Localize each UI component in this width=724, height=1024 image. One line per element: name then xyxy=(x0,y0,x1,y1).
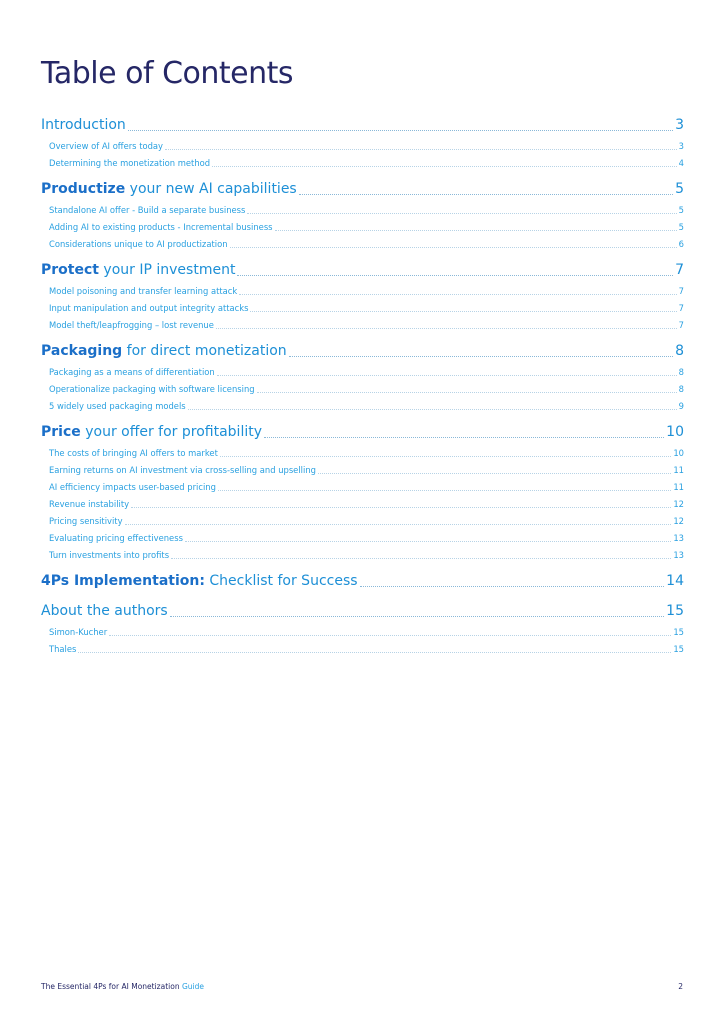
toc-sub-entry[interactable] xyxy=(41,445,684,462)
dot-leader xyxy=(264,436,664,438)
toc-sub-entry[interactable] xyxy=(41,530,684,547)
toc-section xyxy=(41,112,684,172)
toc-sub-title: Standalone AI offer - Build a separate business xyxy=(49,205,246,215)
footer-title-accent: Guide xyxy=(181,982,204,991)
dot-leader xyxy=(218,489,671,491)
toc-section xyxy=(41,568,684,594)
toc-sub-entry[interactable] xyxy=(41,138,684,155)
toc-sub-page-number: 6 xyxy=(678,239,684,249)
toc-section xyxy=(41,598,684,658)
toc-sub-entry[interactable] xyxy=(41,624,684,641)
toc-sub-title: Input manipulation and output integrity attacks xyxy=(49,303,249,313)
dot-leader xyxy=(230,246,677,248)
toc-main-title-bold: Protect xyxy=(41,262,99,278)
dot-leader xyxy=(250,310,676,312)
dot-leader xyxy=(299,193,673,195)
footer-page-number: 2 xyxy=(678,982,683,991)
toc-sub-title: AI efficiency impacts user-based pricing xyxy=(49,482,216,492)
toc-main-title-rest: your offer for profitability xyxy=(80,424,262,440)
toc-main-page-number: 14 xyxy=(666,573,684,589)
dot-leader xyxy=(131,506,671,508)
toc-sub-page-number: 13 xyxy=(673,550,684,560)
dot-leader xyxy=(318,472,671,474)
toc-sub-page-number: 7 xyxy=(678,286,684,296)
dot-leader xyxy=(185,540,671,542)
toc-main-title xyxy=(41,598,168,624)
toc-sub-entry[interactable] xyxy=(41,236,684,253)
toc-sub-title: Packaging as a means of differentiation xyxy=(49,367,215,377)
toc-sub-entry[interactable] xyxy=(41,641,684,658)
toc-sub-title: The costs of bringing AI offers to market xyxy=(49,448,218,458)
toc-sub-title: Determining the monetization method xyxy=(49,158,211,168)
toc-main-title xyxy=(41,112,126,138)
toc-main-title xyxy=(41,338,287,364)
toc-main-entry[interactable] xyxy=(41,419,684,445)
toc-main-entry[interactable] xyxy=(41,568,684,594)
dot-leader xyxy=(217,374,677,376)
toc-main-title-rest: About the authors xyxy=(41,603,168,619)
page-title: Table of Contents xyxy=(41,56,294,91)
toc-sub-page-number: 9 xyxy=(678,401,684,411)
toc-main-title xyxy=(41,568,358,594)
toc-sub-entry[interactable] xyxy=(41,202,684,219)
toc-main-title xyxy=(41,257,235,283)
toc-main-entry[interactable] xyxy=(41,338,684,364)
toc-main-title-rest: for direct monetization xyxy=(122,343,287,359)
toc-sub-entry[interactable] xyxy=(41,219,684,236)
toc-sub-title: Considerations unique to AI productization xyxy=(49,239,228,249)
toc-main-page-number: 5 xyxy=(675,181,684,197)
toc-sub-entry[interactable] xyxy=(41,462,684,479)
toc-main-title-rest: Checklist for Success xyxy=(204,573,358,589)
toc-section xyxy=(41,176,684,253)
toc-main-page-number: 10 xyxy=(666,424,684,440)
toc-sub-entry[interactable] xyxy=(41,513,684,530)
toc-main-entry[interactable] xyxy=(41,257,684,283)
toc-sub-title: Model theft/leapfrogging – lost revenue xyxy=(49,320,214,330)
toc-sub-page-number: 8 xyxy=(678,384,684,394)
toc-sub-entry[interactable] xyxy=(41,317,684,334)
dot-leader xyxy=(212,165,677,167)
dot-leader xyxy=(165,148,677,150)
toc-sub-page-number: 11 xyxy=(673,465,684,475)
toc-sub-title: 5 widely used packaging models xyxy=(49,401,186,411)
dot-leader xyxy=(247,212,676,214)
page-footer xyxy=(41,982,683,991)
toc-section xyxy=(41,419,684,564)
dot-leader xyxy=(78,651,671,653)
toc-main-title-bold: Price xyxy=(41,424,81,440)
toc-main-page-number: 7 xyxy=(675,262,684,278)
dot-leader xyxy=(170,615,664,617)
toc-sub-title: Turn investments into profits xyxy=(49,550,170,560)
dot-leader xyxy=(239,293,676,295)
table-of-contents xyxy=(41,112,684,662)
toc-main-page-number: 15 xyxy=(666,603,684,619)
toc-main-entry[interactable] xyxy=(41,598,684,624)
toc-sub-title: Thales xyxy=(49,644,77,654)
toc-main-title-rest: your IP investment xyxy=(98,262,236,278)
dot-leader xyxy=(289,355,673,357)
toc-sub-page-number: 15 xyxy=(673,644,684,654)
dot-leader xyxy=(188,408,677,410)
toc-main-page-number: 3 xyxy=(675,117,684,133)
toc-main-title-bold: 4Ps Implementation: xyxy=(41,573,205,589)
toc-sub-page-number: 7 xyxy=(678,320,684,330)
toc-sub-page-number: 13 xyxy=(673,533,684,543)
toc-sub-title: Operationalize packaging with software licensing xyxy=(49,384,255,394)
toc-sub-entry[interactable] xyxy=(41,479,684,496)
toc-sub-entry[interactable] xyxy=(41,283,684,300)
toc-sub-page-number: 8 xyxy=(678,367,684,377)
toc-sub-page-number: 5 xyxy=(678,222,684,232)
toc-sub-entry[interactable] xyxy=(41,398,684,415)
dot-leader xyxy=(237,274,673,276)
toc-sub-page-number: 3 xyxy=(678,141,684,151)
toc-section xyxy=(41,338,684,415)
toc-sub-title: Pricing sensitivity xyxy=(49,516,123,526)
footer-document-title xyxy=(41,982,204,991)
toc-sub-entry[interactable] xyxy=(41,155,684,172)
toc-sub-title: Model poisoning and transfer learning attack xyxy=(49,286,238,296)
toc-main-title-rest: your new AI capabilities xyxy=(125,181,297,197)
toc-sub-entry[interactable] xyxy=(41,300,684,317)
toc-sub-title: Overview of AI offers today xyxy=(49,141,164,151)
toc-sub-page-number: 10 xyxy=(673,448,684,458)
toc-sub-title: Simon-Kucher xyxy=(49,627,108,637)
toc-main-entry[interactable] xyxy=(41,176,684,202)
toc-sub-page-number: 7 xyxy=(678,303,684,313)
dot-leader xyxy=(360,585,665,587)
toc-sub-page-number: 4 xyxy=(678,158,684,168)
toc-sub-title: Evaluating pricing effectiveness xyxy=(49,533,183,543)
toc-sub-title: Earning returns on AI investment via cross-selling and upselling xyxy=(49,465,316,475)
dot-leader xyxy=(128,129,673,131)
toc-main-entry[interactable] xyxy=(41,112,684,138)
dot-leader xyxy=(109,634,671,636)
toc-sub-entry[interactable] xyxy=(41,547,684,564)
toc-sub-title: Adding AI to existing products - Incremental business xyxy=(49,222,273,232)
dot-leader xyxy=(125,523,672,525)
toc-main-page-number: 8 xyxy=(675,343,684,359)
toc-main-title xyxy=(41,176,297,202)
toc-sub-page-number: 15 xyxy=(673,627,684,637)
dot-leader xyxy=(220,455,671,457)
footer-title-text: The Essential 4Ps for AI Monetization xyxy=(41,982,180,991)
toc-main-title-rest: Introduction xyxy=(41,117,126,133)
toc-sub-page-number: 11 xyxy=(673,482,684,492)
toc-main-title xyxy=(41,419,262,445)
dot-leader xyxy=(216,327,677,329)
dot-leader xyxy=(257,391,677,393)
dot-leader xyxy=(275,229,677,231)
toc-sub-entry[interactable] xyxy=(41,381,684,398)
toc-sub-page-number: 12 xyxy=(673,516,684,526)
toc-section xyxy=(41,257,684,334)
toc-main-title-bold: Productize xyxy=(41,181,126,197)
toc-sub-page-number: 5 xyxy=(678,205,684,215)
toc-sub-title: Revenue instability xyxy=(49,499,130,509)
toc-sub-page-number: 12 xyxy=(673,499,684,509)
toc-sub-entry[interactable] xyxy=(41,364,684,381)
toc-main-title-bold: Packaging xyxy=(41,343,123,359)
toc-sub-entry[interactable] xyxy=(41,496,684,513)
dot-leader xyxy=(171,557,671,559)
